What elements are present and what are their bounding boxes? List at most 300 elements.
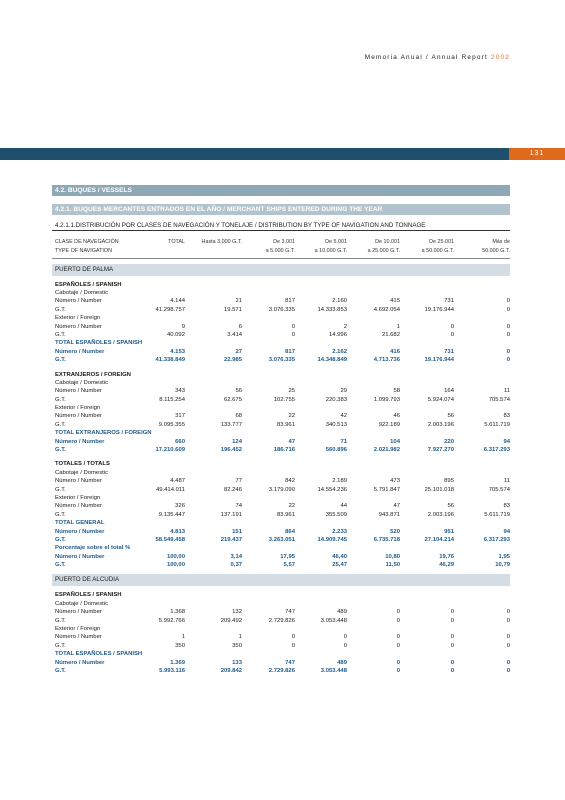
table-cell — [454, 544, 510, 552]
table-cell — [347, 591, 400, 599]
table-cell — [185, 289, 242, 297]
table-cell: 56 — [447, 503, 454, 510]
table-cell: 747 — [285, 609, 295, 616]
table-cell: 747 — [285, 659, 295, 666]
row-label: Número / Number — [55, 388, 102, 395]
row-label: Exterior / Foreign — [55, 405, 101, 412]
table-cell: 27.104.214 — [424, 536, 454, 543]
row-label: Número / Number — [55, 503, 102, 510]
table-cell: 83.961 — [276, 511, 295, 518]
table-row — [52, 536, 510, 544]
table-cell: 151 — [232, 528, 242, 535]
table-cell: 22 — [288, 503, 295, 510]
port-heading: PUERTO DE ALCUDIA — [52, 574, 510, 586]
row-label: Número / Number — [55, 323, 102, 330]
row-label: Número / Number — [55, 348, 105, 355]
table-cell — [242, 650, 295, 658]
table-cell — [147, 314, 185, 322]
row-label: G.T. — [55, 642, 66, 649]
table-row — [52, 281, 510, 289]
table-cell: 3.263.051 — [268, 536, 295, 543]
table-cell — [400, 494, 454, 502]
table-cell — [295, 289, 347, 297]
table-cell: 41.298.757 — [155, 306, 185, 313]
table-cell: 4.144 — [170, 298, 185, 305]
row-label: Exterior / Foreign — [55, 494, 101, 501]
table-cell — [347, 379, 400, 387]
table-cell: 58 — [393, 388, 400, 395]
table-cell: 104 — [390, 438, 400, 445]
table-cell — [400, 591, 454, 599]
row-label: Número / Number — [55, 478, 102, 485]
table-cell — [400, 544, 454, 552]
table-cell: 47 — [393, 503, 400, 510]
table-cell: 0 — [291, 642, 295, 649]
table-cell: 25.101.018 — [424, 486, 454, 493]
table-cell: 0 — [396, 617, 400, 624]
table-cell: 0 — [450, 323, 454, 330]
table-cell: 0 — [506, 659, 510, 666]
table-cell: 2.162 — [332, 348, 347, 355]
table-cell — [185, 494, 242, 502]
table-header-row-2 — [52, 247, 510, 256]
table-cell: 473 — [390, 478, 400, 485]
table-cell — [347, 460, 400, 468]
table-cell — [400, 289, 454, 297]
table-cell — [147, 379, 185, 387]
table-cell: 10,80 — [385, 553, 400, 560]
table-cell — [242, 469, 295, 477]
table-cell — [185, 379, 242, 387]
header-cell: a 25.000 G.T. — [367, 247, 400, 254]
table-row — [52, 633, 510, 641]
header-cell: De 5.001 — [325, 239, 347, 245]
table-cell: 21 — [235, 298, 242, 305]
table-cell — [400, 314, 454, 322]
table-cell: 1.368 — [170, 609, 185, 616]
table-cell: 0 — [450, 668, 454, 674]
table-cell: 2.233 — [332, 528, 347, 535]
table-cell — [347, 650, 400, 658]
table-cell — [242, 519, 295, 527]
row-label: Número / Number — [55, 634, 102, 641]
table-row — [52, 331, 510, 339]
table-cell — [295, 429, 347, 437]
row-label: Porcentaje sobre el total % — [55, 545, 131, 552]
table-cell: 0 — [450, 642, 454, 649]
table-cell: 1 — [396, 323, 400, 330]
table-cell — [185, 650, 242, 658]
table-cell — [185, 625, 242, 633]
row-label: TOTAL ESPAÑOLES / SPANISH — [55, 651, 143, 658]
table-cell — [400, 519, 454, 527]
navigation-tonnage-table — [52, 238, 510, 675]
table-cell: 520 — [390, 528, 400, 535]
table-cell — [147, 429, 185, 437]
table-cell: 133.777 — [220, 421, 242, 428]
table-cell: 14.996 — [328, 331, 347, 338]
table-cell — [147, 519, 185, 527]
table-cell: 560.896 — [325, 447, 347, 454]
table-cell — [400, 281, 454, 289]
row-label: ESPAÑOLES / SPANISH — [55, 592, 122, 599]
row-label: Exterior / Foreign — [55, 626, 101, 633]
table-cell: 2 — [343, 323, 347, 330]
table-cell: 83 — [503, 413, 510, 420]
table-cell: 46 — [393, 413, 400, 420]
table-cell: 731 — [444, 298, 454, 305]
table-cell: 77 — [235, 478, 242, 485]
table-cell: 40.092 — [166, 331, 185, 338]
row-label: Número / Number — [55, 609, 102, 616]
table-cell: 5.924.074 — [427, 396, 454, 403]
table-cell: 864 — [285, 528, 295, 535]
table-cell: 41.338.849 — [155, 357, 185, 364]
table-cell — [147, 650, 185, 658]
table-cell: 6.317.293 — [483, 536, 510, 543]
table-row — [52, 446, 510, 454]
table-cell — [147, 339, 185, 347]
table-cell: 11 — [503, 388, 510, 395]
table-cell: 489 — [337, 659, 347, 666]
page-header — [0, 0, 565, 148]
table-cell: 100,00 — [166, 562, 185, 569]
table-cell: 6 — [238, 323, 242, 330]
table-cell — [185, 371, 242, 379]
table-cell — [454, 404, 510, 412]
table-cell — [400, 429, 454, 437]
table-cell — [347, 429, 400, 437]
table-cell: 74 — [235, 503, 242, 510]
table-cell: 209.842 — [220, 668, 242, 674]
table-cell: 19.571 — [223, 306, 242, 313]
table-cell — [147, 591, 185, 599]
table-row — [52, 544, 510, 552]
table-cell: 19.176.944 — [424, 357, 454, 364]
table-row — [52, 528, 510, 536]
table-cell: 137.191 — [220, 511, 242, 518]
table-cell: 47 — [288, 438, 295, 445]
page-number: 131 — [529, 150, 545, 157]
row-label: Cabotaje / Domestic — [55, 379, 109, 386]
table-cell: 0 — [396, 659, 400, 666]
table-cell: 132 — [232, 609, 242, 616]
table-cell: 4.692.054 — [373, 306, 400, 313]
table-cell: 19,76 — [439, 553, 454, 560]
table-cell: 660 — [175, 438, 185, 445]
table-row — [52, 502, 510, 510]
table-row — [52, 667, 510, 675]
table-cell: 186.716 — [273, 447, 295, 454]
table-cell — [242, 600, 295, 608]
table-cell: 1,95 — [498, 553, 510, 560]
report-year: 2002 — [490, 54, 510, 61]
table-cell — [242, 289, 295, 297]
table-cell: 0 — [343, 642, 347, 649]
table-row — [52, 600, 510, 608]
table-cell: 10,79 — [495, 562, 510, 569]
table-cell: 5.992.766 — [158, 617, 185, 624]
section-heading-merchant-ships: 4.2.1. BUQUES MERCANTES ENTRADOS EN EL AÑO / MERCHANT SHIPS ENTERED DURING THE YEAR — [52, 204, 510, 215]
row-label: TOTAL ESPAÑOLES / SPANISH — [55, 340, 143, 347]
table-cell — [147, 625, 185, 633]
table-cell — [295, 371, 347, 379]
row-label: TOTAL EXTRANJEROS / FOREIGN — [55, 430, 152, 437]
table-cell — [242, 625, 295, 633]
table-header-row-1 — [52, 238, 510, 247]
table-cell: 46,40 — [332, 553, 347, 560]
table-cell — [185, 404, 242, 412]
table-cell — [295, 494, 347, 502]
table-cell — [295, 314, 347, 322]
table-cell: 489 — [337, 609, 347, 616]
row-label: Exterior / Foreign — [55, 315, 101, 322]
table-cell — [295, 625, 347, 633]
table-cell: 42 — [340, 413, 347, 420]
table-cell: 2.021.982 — [373, 447, 400, 454]
header-cell: a 10.000 G.T. — [314, 247, 347, 254]
table-row — [52, 591, 510, 599]
table-cell: 19.176.944 — [424, 306, 454, 313]
table-cell — [242, 429, 295, 437]
table-cell — [242, 371, 295, 379]
table-cell: 196.452 — [220, 447, 242, 454]
header-cell: a 50.000 G.T. — [421, 247, 454, 254]
table-cell: 705.574 — [488, 486, 510, 493]
table-cell — [347, 314, 400, 322]
table-cell — [185, 314, 242, 322]
table-row — [52, 412, 510, 420]
table-cell — [242, 494, 295, 502]
table-cell: 0 — [396, 609, 400, 616]
table-cell: 326 — [175, 503, 185, 510]
table-cell — [295, 519, 347, 527]
table-cell: 355.509 — [325, 511, 347, 518]
row-label: Cabotaje / Domestic — [55, 469, 109, 476]
table-cell: 4.713.736 — [373, 357, 400, 364]
table-cell: 7.927.270 — [427, 447, 454, 454]
table-cell — [295, 404, 347, 412]
row-label: Número / Number — [55, 413, 102, 420]
table-cell: 17,95 — [280, 553, 295, 560]
header-cell: TOTAL — [168, 239, 185, 245]
header-cell: De 3.001 — [273, 239, 295, 245]
table-cell — [347, 281, 400, 289]
table-cell — [185, 591, 242, 599]
row-label: Número / Number — [55, 298, 102, 305]
table-row — [52, 371, 510, 379]
row-label: G.T. — [55, 306, 66, 313]
table-cell — [400, 625, 454, 633]
table-cell — [295, 600, 347, 608]
table-cell: 14.333.853 — [317, 306, 347, 313]
table-cell: 83 — [503, 503, 510, 510]
table-cell — [400, 600, 454, 608]
header-cell: TYPE OF NAVIGATION — [55, 247, 113, 254]
table-row — [52, 289, 510, 297]
table-cell — [147, 404, 185, 412]
table-cell: 340.513 — [325, 421, 347, 428]
table-cell — [147, 544, 185, 552]
table-cell — [454, 289, 510, 297]
table-cell — [185, 460, 242, 468]
row-label: Número / Number — [55, 553, 105, 560]
table-row — [52, 429, 510, 437]
table-cell: 14.348.849 — [317, 357, 347, 364]
table-cell: 4.487 — [170, 478, 185, 485]
row-label: Cabotaje / Domestic — [55, 289, 109, 296]
table-cell: 209.492 — [220, 617, 242, 624]
table-cell — [242, 591, 295, 599]
table-cell — [147, 600, 185, 608]
table-cell — [347, 625, 400, 633]
row-label: Número / Number — [55, 528, 105, 535]
table-cell: 317 — [175, 413, 185, 420]
table-cell — [454, 650, 510, 658]
table-cell — [185, 281, 242, 289]
table-cell: 3.076.335 — [268, 306, 295, 313]
row-label: TOTALES / TOTALS — [55, 461, 110, 468]
table-cell: 0 — [450, 331, 454, 338]
table-cell: 9 — [181, 323, 185, 330]
row-label: G.T. — [55, 617, 66, 624]
table-cell: 0 — [506, 609, 510, 616]
row-label: TOTAL GENERAL — [55, 520, 105, 527]
table-cell: 922.189 — [378, 421, 400, 428]
table-cell: 2.003.196 — [427, 511, 454, 518]
table-cell — [347, 600, 400, 608]
table-cell: 2.729.826 — [268, 668, 295, 674]
row-label: Cabotaje / Domestic — [55, 600, 109, 607]
table-cell: 3.053.448 — [320, 668, 347, 674]
header-cell: De 10.001 — [375, 239, 400, 245]
table-row — [52, 306, 510, 314]
table-cell — [185, 519, 242, 527]
table-cell: 71 — [340, 438, 347, 445]
table-row — [52, 494, 510, 502]
row-label: G.T. — [55, 331, 66, 338]
table-cell: 100,00 — [166, 553, 185, 560]
table-cell — [242, 404, 295, 412]
table-cell: 0 — [506, 298, 510, 305]
table-cell: 415 — [390, 298, 400, 305]
table-row — [52, 625, 510, 633]
table-cell: 2.189 — [332, 478, 347, 485]
table-cell: 0 — [291, 634, 295, 641]
table-row — [52, 438, 510, 446]
table-cell — [295, 460, 347, 468]
table-cell — [185, 339, 242, 347]
table-cell — [242, 281, 295, 289]
table-row — [52, 323, 510, 331]
table-cell: 124 — [232, 438, 242, 445]
row-label: Número / Number — [55, 438, 105, 445]
table-cell: 951 — [444, 528, 454, 535]
port-heading: PUERTO DE PALMA — [52, 264, 510, 276]
table-cell: 220 — [444, 438, 454, 445]
table-cell — [400, 371, 454, 379]
row-label: EXTRANJEROS / FOREIGN — [55, 371, 131, 378]
table-cell: 6.735.718 — [373, 536, 400, 543]
table-cell: 0 — [506, 642, 510, 649]
table-row — [52, 339, 510, 347]
report-title-text: Memoria Anual / Annual Report — [364, 54, 488, 61]
table-cell: 11,50 — [385, 562, 400, 569]
table-row — [52, 348, 510, 356]
table-cell: 5,57 — [283, 562, 295, 569]
table-cell — [454, 600, 510, 608]
table-cell: 0 — [506, 331, 510, 338]
table-cell: 220.383 — [325, 396, 347, 403]
row-label: G.T. — [55, 357, 66, 364]
table-cell: 0 — [506, 306, 510, 313]
table-cell — [400, 404, 454, 412]
table-cell — [295, 544, 347, 552]
table-cell — [454, 460, 510, 468]
table-cell: 14.554.236 — [317, 486, 347, 493]
table-cell: 29 — [340, 388, 347, 395]
table-cell: 0 — [450, 609, 454, 616]
table-row — [52, 642, 510, 650]
table-row — [52, 469, 510, 477]
table-cell: 3.179.090 — [268, 486, 295, 493]
table-cell: 14.909.745 — [317, 536, 347, 543]
table-row — [52, 396, 510, 404]
table-cell — [400, 460, 454, 468]
table-cell: 2.729.826 — [268, 617, 295, 624]
table-cell — [185, 544, 242, 552]
row-label: G.T. — [55, 447, 66, 454]
table-cell — [242, 379, 295, 387]
row-label: G.T. — [55, 486, 66, 493]
row-label: G.T. — [55, 396, 66, 403]
table-cell — [400, 379, 454, 387]
table-cell: 27 — [235, 348, 242, 355]
table-cell — [295, 379, 347, 387]
table-cell — [295, 469, 347, 477]
table-cell: 3.053.448 — [320, 617, 347, 624]
table-cell: 0 — [506, 357, 510, 364]
table-cell — [454, 625, 510, 633]
table-cell: 56 — [235, 388, 242, 395]
section-heading-vessels: 4.2. BUQUES / VESSELS — [52, 185, 510, 196]
table-cell — [147, 371, 185, 379]
row-label: G.T. — [55, 421, 66, 428]
table-cell — [242, 544, 295, 552]
table-cell: 2.003.196 — [427, 421, 454, 428]
table-cell: 62.675 — [223, 396, 242, 403]
table-cell — [347, 469, 400, 477]
table-cell: 3.414 — [227, 331, 242, 338]
table-cell — [147, 469, 185, 477]
table-cell — [147, 494, 185, 502]
table-cell — [454, 494, 510, 502]
table-cell: 22.985 — [223, 357, 242, 364]
table-cell — [147, 460, 185, 468]
report-title — [365, 54, 510, 61]
table-cell — [347, 371, 400, 379]
table-cell — [454, 469, 510, 477]
table-cell — [347, 339, 400, 347]
table-cell: 17.210.609 — [155, 447, 185, 454]
table-cell — [454, 339, 510, 347]
header-cell: a 5.000 G.T. — [265, 247, 295, 254]
table-row — [52, 297, 510, 305]
table-row — [52, 314, 510, 322]
header-cell: CLASE DE NAVEGACIÓN — [55, 239, 119, 245]
table-cell: 731 — [444, 348, 454, 355]
row-label: G.T. — [55, 562, 66, 569]
